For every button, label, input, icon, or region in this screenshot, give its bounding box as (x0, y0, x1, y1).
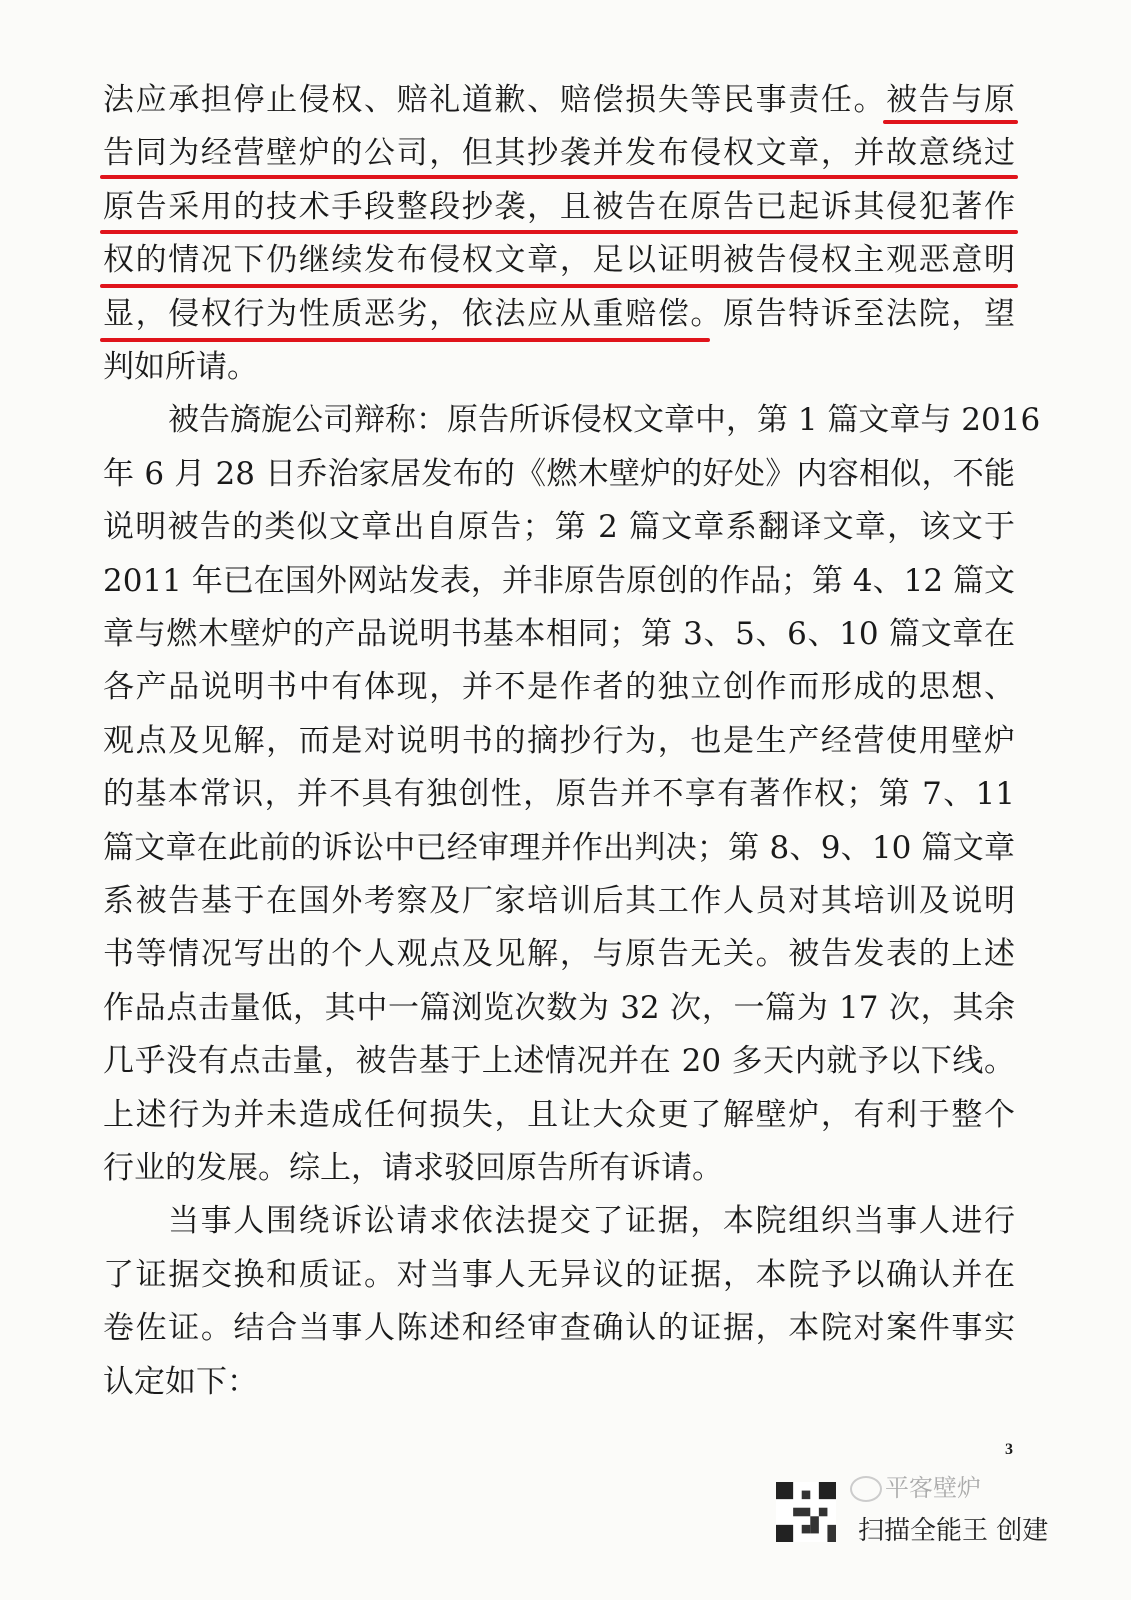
text-line: 系被告基于在国外考察及厂家培训后其工作人员对其培训及说明 (103, 883, 1015, 919)
text-line: 各产品说明书中有体现，并不是作者的独立创作而形成的思想、 (103, 669, 1015, 706)
text-line: 书等情况写出的个人观点及见解，与原告无关。被告发表的上述 (103, 936, 1015, 973)
text-line: 说明被告的类似文章出自原告；第 2 篇文章系翻译文章，该文于 (103, 509, 1015, 546)
text-line: 年 6 月 28 日乔治家居发布的《燃木壁炉的好处》内容相似，不能 (103, 455, 1015, 492)
text-line: 篇文章在此前的诉讼中已经审理并作出判决；第 8、9、10 篇文章 (103, 829, 1015, 866)
wechat-icon (850, 1476, 882, 1502)
text-line: 判如所请。 (103, 349, 258, 385)
text-line: 章与燃木壁炉的产品说明书基本相同；第 3、5、6、10 篇文章在 (103, 616, 1015, 652)
red-underline (100, 175, 1018, 179)
text-line: 当事人围绕诉讼请求依法提交了证据，本院组织当事人进行 (168, 1203, 1015, 1240)
text-line: 权的情况下仍继续发布侵权文章，足以证明被告侵权主观恶意明 (103, 242, 1015, 279)
qr-code-icon (776, 1482, 836, 1542)
text-line: 的基本常识，并不具有独创性，原告并不享有著作权；第 7、11 (103, 776, 1015, 813)
text-line: 2011 年已在国外网站发表，并非原告原创的作品；第 4、12 篇文 (103, 562, 1015, 599)
text-line: 上述行为并未造成任何损失，且让大众更了解壁炉，有利于整个 (103, 1096, 1015, 1133)
page-number: 3 (1005, 1441, 1013, 1458)
red-underline (100, 230, 1018, 234)
text-line: 观点及见解，而是对说明书的摘抄行为，也是生产经营使用壁炉 (103, 722, 1015, 759)
red-underline (100, 338, 710, 342)
text-line: 法应承担停止侵权、赔礼道歉、赔偿损失等民事责任。被告与原 (103, 82, 1015, 118)
text-line: 行业的发展。综上，请求驳回原告所有诉请。 (103, 1150, 723, 1186)
text-line: 原告采用的技术手段整段抄袭，且被告在原告已起诉其侵犯著作 (103, 188, 1015, 225)
text-line: 几乎没有点击量，被告基于上述情况并在 20 多天内就予以下线。 (103, 1043, 1015, 1080)
text-line: 认定如下： (103, 1363, 258, 1400)
red-underline (100, 284, 1018, 288)
text-line: 被告旖旎公司辩称：原告所诉侵权文章中，第 1 篇文章与 2016 (168, 402, 1041, 439)
watermark: 平客壁炉 (885, 1474, 981, 1502)
scanner-footer: 扫描全能王 创建 (858, 1516, 1049, 1546)
text-line: 卷佐证。结合当事人陈述和经审查确认的证据，本院对案件事实 (103, 1310, 1015, 1347)
text-line: 告同为经营壁炉的公司，但其抄袭并发布侵权文章，并故意绕过 (103, 135, 1015, 172)
text-line: 了证据交换和质证。对当事人无异议的证据，本院予以确认并在 (103, 1256, 1015, 1293)
text-line: 显，侵权行为性质恶劣，依法应从重赔偿。原告特诉至法院，望 (103, 295, 1015, 332)
text-line: 作品点击量低，其中一篇浏览次数为 32 次，一篇为 17 次，其余 (103, 989, 1015, 1026)
red-underline (883, 120, 1018, 124)
